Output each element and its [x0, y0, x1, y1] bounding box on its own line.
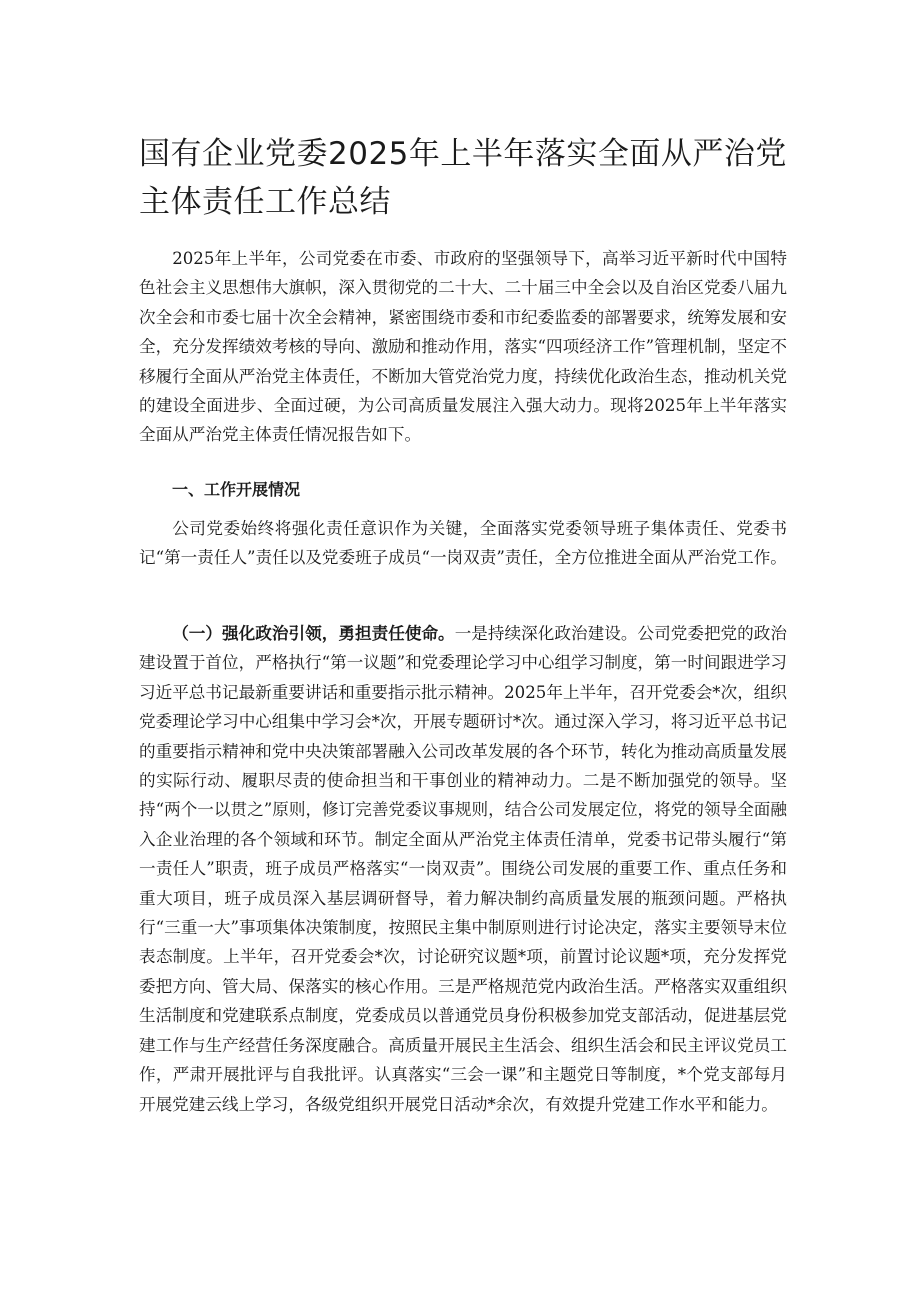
section-heading-work-progress: 一、工作开展情况	[172, 480, 301, 499]
intro-paragraph: 2025年上半年，公司党委在市委、市政府的坚强领导下，高举习近平新时代中国特色社会主义思想伟大旗帜，深入贯彻党的二十大、二十届三中全会以及自治区党委八届九次全会和市委七届十次全会精神，紧密围绕市委和市纪委监委的部署要求，统筹发展和安全，充分发挥绩效考核的导向、激励和推动作用，落实“四项经济工作”管理机制，坚定不移履行全面从严治党主体责任，不断加大管党治党力度，持续优化政治生态，推动机关党的建设全面进步、全面过硬，为公司高质量发展注入强大动力。现将2025年上半年落实全面从严治党主体责任情况报告如下。	[139, 249, 787, 445]
subsection-paragraph-political-leadership	[139, 619, 787, 1119]
subsection-body-text: 一是持续深化政治建设。公司党委把党的政治建设置于首位，严格执行“第一议题”和党委理论学习中心组学习制度，第一时间跟进学习习近平总书记最新重要讲话和重要指示批示精神。2025年上半年，召开党委会*次，组织党委理论学习中心组集中学习会*次，开展专题研讨*次。通过深入学习，将习近平总书记的重要指示精神和党中央决策部署融入公司改革发展的各个环节，转化为推动高质量发展的实际行动、履职尽责的使命担当和干事创业的精神动力。二是不断加强党的领导。坚持“两个一以贯之”原则，修订完善党委议事规则，结合公司发展定位，将党的领导全面融入企业治理的各个领域和环节。制定全面从严治党主体责任清单，党委书记带头履行“第一责任人”职责，班子成员严格落实“一岗双责”。围绕公司发展的重要工作、重点任务和重大项目，班子成员深入基层调研督导，着力解决制约高质量发展的瓶颈问题。严格执行“三重一大”事项集体决策制度，按照民主集中制原则进行讨论决定，落实主要领导末位表态制度。上半年，召开党委会*次，讨论研究议题*项，前置讨论议题*项，充分发挥党委把方向、管大局、保落实的核心作用。三是严格规范党内政治生活。严格落实双重组织生活制度和党建联系点制度，党委成员以普通党员身份积极参加党支部活动，促进基层党建工作与生产经营任务深度融合。高质量开展民主生活会、组织生活会和民主评议党员工作，严肃开展批评与自我批评。认真落实“三会一课”和主题党日等制度，*个党支部每月开展党建云线上学习，各级党组织开展党日活动*余次，有效提升党建工作水平和能力。	[139, 624, 788, 1114]
subsection-lead-heading: （一）强化政治引领，勇担责任使命。	[172, 624, 455, 643]
section-intro-paragraph: 公司党委始终将强化责任意识作为关键，全面落实党委领导班子集体责任、党委书记“第一责任人”责任以及党委班子成员“一岗双责”责任，全方位推进全面从严治党工作。	[139, 519, 787, 568]
document-title: 国有企业党委2025年上半年落实全面从严治党主体责任工作总结	[139, 136, 787, 220]
